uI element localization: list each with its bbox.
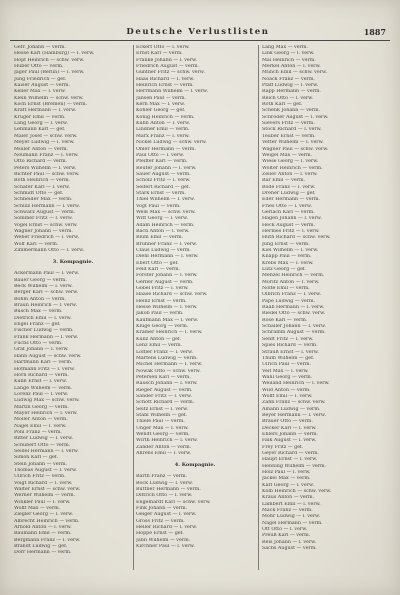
text-column-3 — [262, 45, 380, 575]
list-entry: Jakob Paul — verm. — [136, 311, 184, 317]
list-entry: Gerber August — verm. — [136, 279, 194, 285]
section-heading: 4. Kompagnie. — [174, 462, 216, 469]
list-entry: Schubert Otto — verm. — [14, 442, 71, 448]
list-entry: Pfaff Ludwig — l. verw. — [262, 83, 319, 89]
list-entry: Teuber Ernst — verm. — [262, 133, 316, 139]
list-entry: Strauß Ernst — l. verw. — [262, 349, 319, 355]
list-entry: Ullrich Fritz — verm. — [14, 474, 66, 480]
list-entry: Decker Karl — l. verw. — [262, 425, 317, 431]
list-entry: Schneider Max — verm. — [14, 197, 73, 203]
list-entry: König Heinrich — verm. — [136, 114, 195, 120]
list-entry: Fries Otto — l. verw. — [262, 203, 312, 209]
list-entry: Heck August — verm. — [262, 222, 316, 228]
list-entry: Martin Georg — verm. — [14, 404, 69, 410]
list-entry: Münch Emil — schw. verw. — [262, 70, 328, 76]
list-entry: Richter Paul — schw. verw. — [14, 171, 80, 177]
list-entry: Kühn Ernst — l. verw. — [14, 379, 67, 385]
list-entry: Zimmermann Otto — l. verw. — [14, 248, 85, 253]
list-entry: Haas Richard — l. verw. — [136, 76, 195, 82]
list-entry: Lambert Emil — l. verw. — [262, 501, 321, 507]
list-entry: Gefr. Johann — verm. — [14, 45, 66, 50]
list-entry: Sommer Fritz — l. verw. — [14, 216, 73, 222]
list-entry: Knapp Paul — verm. — [262, 254, 312, 260]
list-entry: Haase Richard — schw. verw. — [136, 292, 208, 298]
list-entry: Ahrens Emil — l. verw. — [136, 451, 192, 456]
list-entry: Lindner Emil — verm. — [136, 127, 190, 133]
list-entry: Kramer Heinrich — l. verw. — [136, 330, 203, 336]
list-entry: Seitz Ernst — l. verw. — [136, 406, 189, 412]
list-entry: Roth Karl — gef. — [262, 102, 303, 108]
list-entry: Böhm Anton — verm. — [14, 296, 66, 302]
list-entry: Reuter Johann — l. verw. — [136, 165, 197, 171]
list-entry: Adam Heinrich — verm. — [136, 222, 195, 228]
list-entry: Nagel Emil — l. verw. — [14, 423, 67, 429]
list-entry: Jäckel Max — verm. — [262, 476, 311, 482]
list-entry: Geyer Richard — verm. — [262, 451, 319, 456]
list-entry: Kuhn Anton — l. verw. — [136, 121, 191, 127]
list-entry: Schramm August — verm. — [262, 330, 326, 336]
list-entry: Falk August — l. verw. — [262, 438, 317, 444]
list-entry: Dittrich Otto — l. verw. — [136, 493, 193, 499]
list-entry: Friedrich August — verm. — [136, 64, 200, 70]
list-entry: Olbrich Franz — l. verw. — [262, 292, 322, 298]
list-entry: Weber Friedrich — l. verw. — [14, 235, 80, 241]
text-column-1 — [14, 45, 132, 575]
list-entry: Preuß Karl — verm. — [262, 533, 311, 539]
list-entry: Engel Franz — gef. — [14, 322, 61, 328]
list-entry: Rieger August — verm. — [136, 387, 193, 393]
page-header — [10, 27, 386, 41]
list-entry: Wiese Georg — l. verw. — [262, 159, 319, 165]
column-divider — [133, 45, 134, 570]
list-entry: Lutz Georg — gef. — [262, 267, 307, 273]
list-entry: Günther Fritz — schw. verw. — [136, 70, 205, 76]
list-entry: Noack Franz — verm. — [262, 76, 315, 82]
list-entry: Zahn Franz — schw. verw. — [262, 400, 326, 406]
list-entry: Eckert Otto — l. verw. — [136, 45, 190, 50]
list-entry: Menzel Heinrich — verm. — [262, 273, 325, 279]
list-entry: Weiß Max — schw. verw. — [136, 209, 196, 215]
list-entry: Gross Fritz — verm. — [136, 518, 185, 524]
list-entry: Maier Josef — schw. verw. — [14, 133, 78, 139]
list-entry: Wirth Heinrich — l. verw. — [136, 438, 198, 444]
list-entry: Wolff Emil — l. verw. — [262, 393, 313, 399]
list-entry: Ebert Otto — gef. — [136, 260, 179, 266]
list-entry: Henning Wilhelm — verm. — [262, 463, 327, 469]
list-entry: Kaiser August — verm. — [14, 83, 70, 89]
list-entry: Peters Wilhelm — l. verw. — [14, 165, 77, 171]
list-entry: Huber Otto — verm. — [14, 64, 64, 70]
list-entry: Senft Fritz — l. verw. — [262, 336, 314, 342]
list-entry: Zeller Anton — l. verw. — [262, 171, 318, 177]
list-entry: Frey Fritz — gef. — [262, 444, 304, 450]
list-entry: Pfeiffer Karl — verm. — [136, 159, 188, 165]
list-entry: Frank Hermann — l. verw. — [14, 334, 79, 340]
list-entry: Simon Karl — gef. — [14, 455, 59, 461]
list-entry: Schröder August — l. verw. — [262, 114, 329, 120]
list-entry: Rose Karl — verm. — [262, 317, 308, 323]
list-entry: Krüger Emil — verm. — [14, 114, 66, 120]
list-entry: Koch Ernst (Bremen) — verm. — [14, 102, 88, 108]
list-entry: Horn Richard — verm. — [14, 372, 69, 378]
list-entry: Pape Ludwig — verm. — [262, 298, 316, 304]
list-entry: Haupt Ernst — l. verw. — [262, 457, 318, 463]
list-entry: Winkler Paul — l. verw. — [14, 499, 71, 505]
list-entry: Spies Richard — verm. — [262, 343, 318, 349]
list-entry: Bode Franz — l. verw. — [262, 184, 316, 190]
list-entry: Geiger August — l. verw. — [136, 512, 197, 518]
list-entry: Sievers Fritz — verm. — [262, 121, 315, 127]
list-entry: Vetter Wilhelm — l. verw. — [262, 140, 324, 146]
list-entry: Eder Hermann — verm. — [262, 197, 320, 203]
list-entry: Herrmann Wilhelm — l. verw. — [136, 89, 208, 95]
list-entry: Jäger Paul (Berlin) — l. verw. — [14, 70, 85, 76]
list-entry: Hagen Johann — l. verw. — [262, 216, 322, 222]
list-entry: Holz Paul — l. verw. — [262, 470, 311, 476]
list-entry: Ulrich Paul — verm. — [262, 362, 311, 368]
list-entry: Mayer Heinrich — l. verw. — [14, 410, 78, 416]
list-entry: Ludwig Max — schw. verw. — [14, 398, 80, 404]
list-entry: Sander Fritz — l. verw. — [136, 393, 192, 399]
list-entry: Heinrich Ernst — verm. — [136, 83, 194, 89]
list-entry: Hahn August — schw. verw. — [14, 353, 82, 359]
list-entry: Hermes Fritz — l. verw. — [262, 228, 320, 234]
list-entry: Merkel Anton — l. verw. — [262, 64, 321, 70]
list-entry: Förster Johann — l. verw. — [136, 273, 198, 279]
list-entry: Weigel Max — verm. — [262, 152, 313, 158]
list-entry: Lenz Emil — verm. — [136, 343, 183, 349]
list-entry: Brunner Franz — l. verw. — [136, 241, 198, 247]
list-entry: Schulz Hermann — l. verw. — [14, 203, 80, 209]
list-entry: Ackermann Paul — l. verw. — [14, 271, 80, 277]
list-entry: Wagner Johann — verm. — [14, 228, 73, 234]
list-entry: Göbel Fritz — l. verw. — [136, 286, 189, 292]
list-entry: Kolb Heinrich — schw. verw. — [262, 489, 332, 495]
list-entry: Raab Hermann — l. verw. — [262, 305, 325, 311]
list-entry: Keller Max — l. verw. — [14, 89, 66, 95]
list-entry: Nagel Hermann — verm. — [262, 520, 323, 526]
list-entry: Reis Johann — l. verw. — [262, 539, 317, 545]
list-entry: Büttner Hermann — verm. — [136, 487, 201, 493]
list-entry: Lang Max — verm. — [262, 45, 308, 50]
list-entry: Bergmann Franz — l. verw. — [14, 537, 81, 543]
list-entry: Diehl Hermann — l. verw. — [136, 254, 199, 260]
list-entry: Mack Franz — verm. — [262, 508, 313, 514]
list-entry: Seidel Hermann — l. verw. — [14, 448, 79, 454]
list-entry: Franke Johann — l. verw. — [136, 57, 198, 63]
list-entry: Moritz Anton — l. verw. — [262, 279, 320, 285]
list-entry: Reich Otto — l. verw. — [262, 95, 314, 101]
list-entry: Thomas August — l. verw. — [14, 468, 78, 473]
list-entry: Schaller Johann — l. verw. — [262, 324, 326, 330]
list-entry: Voigt Richard — l. verw. — [14, 480, 73, 486]
list-entry: Thiele Paul — verm. — [136, 419, 185, 425]
list-entry: Wagner Paul — schw. verw. — [262, 146, 329, 152]
list-entry: Marx Franz — l. verw. — [136, 133, 190, 139]
list-entry: Claus Ludwig — verm. — [136, 248, 191, 253]
list-entry: Bräuer Otto — verm. — [262, 419, 313, 425]
list-entry: Jung Ernst — verm. — [262, 241, 310, 247]
list-entry: Jansen Paul — verm. — [136, 95, 187, 101]
list-entry: Michel Hermann — l. verw. — [136, 362, 203, 368]
list-entry: Bach Anton — l. verw. — [136, 228, 190, 234]
list-entry: Nickel Ludwig — schw. verw. — [136, 140, 207, 146]
list-entry: Meyer Ludwig — l. verw. — [14, 140, 75, 146]
list-entry: Karl Georg — l. verw. — [262, 482, 315, 488]
list-entry: Hoppe Ernst — gef. — [136, 531, 184, 537]
list-entry: Kiel Wilhelm — l. verw. — [262, 248, 319, 253]
list-entry: Wolf Karl — verm. — [14, 241, 59, 247]
list-entry: Jung Friedrich — gef. — [14, 76, 67, 82]
running-title: Deutsche Verlustlisten — [126, 27, 270, 37]
list-entry: Weiland Heinrich — l. verw. — [262, 381, 330, 387]
list-entry: Fuchs Otto — verm. — [14, 341, 63, 347]
list-entry: Albrecht Heinrich — verm. — [14, 518, 80, 524]
list-entry: Kraus Anton — verm. — [262, 495, 315, 501]
list-entry: Sauer August — verm. — [136, 171, 191, 177]
text-column-2 — [136, 45, 254, 575]
list-entry: Dörr Hermann — verm. — [14, 550, 72, 556]
list-entry: Lang Georg — l. verw. — [14, 121, 68, 127]
list-entry: Schmidt Otto — gef. — [14, 190, 64, 196]
list-entry: Möller Anton — verm. — [14, 417, 68, 423]
list-entry: Hesse Karl (Hamburg) — l. verw. — [14, 51, 95, 57]
list-entry: Ritter Ludwig — l. verw. — [14, 436, 74, 442]
list-entry: Ehlers Johann — verm. — [262, 431, 318, 437]
list-entry: Dietrich Emil — l. verw. — [14, 315, 72, 321]
list-entry: Wild Anton — verm. — [262, 387, 311, 393]
list-entry: Zander Anton — verm. — [136, 444, 192, 450]
list-entry: Fink Johann — verm. — [136, 506, 188, 512]
list-entry: Hartmann Karl — verm. — [14, 360, 73, 366]
list-entry: Öhler Hermann — verm. — [136, 146, 196, 152]
list-entry: Baumann Emil — verm. — [14, 531, 72, 537]
list-entry: Wolff Max — verm. — [14, 506, 61, 512]
list-entry: Fischer Ludwig — verm. — [14, 328, 74, 334]
list-entry: Löffler Franz — l. verw. — [136, 349, 194, 355]
list-entry: Seifert Richard — gef. — [136, 184, 191, 190]
list-entry: Sachs August — verm. — [262, 546, 317, 552]
list-entry: Dreher Ludwig — gef. — [262, 190, 316, 196]
list-entry: Ernst Karl — verm. — [136, 51, 183, 57]
list-entry: Schäfer Karl — l. verw. — [14, 184, 70, 190]
list-entry: Kluge Georg — verm. — [136, 324, 189, 330]
list-entry: Vogel Ernst — schw. verw. — [14, 222, 78, 228]
list-entry: Krebs Max — l. verw. — [262, 260, 314, 266]
list-entry: Bär Emil — verm. — [262, 178, 306, 184]
list-entry: Heinz Ernst — verm. — [136, 298, 187, 304]
list-entry: Klein Wilhelm — schw. verw. — [14, 95, 84, 101]
list-entry: Gerlach Karl — verm. — [262, 209, 315, 215]
list-entry: Mai Heinrich — verm. — [262, 57, 316, 63]
list-entry: Wendt Georg — verm. — [136, 431, 190, 437]
list-entry: Engelhardt Karl — schw. verw. — [136, 499, 211, 505]
list-entry: Schott Richard — verm. — [136, 400, 195, 406]
list-entry: Barth Franz — verm. — [136, 474, 188, 480]
list-entry: Lorenz Paul — l. verw. — [14, 391, 69, 397]
list-entry: Unger Max — l. verw. — [136, 425, 189, 431]
list-entry: Lehmann Karl — gef. — [14, 127, 66, 133]
list-entry: Neumann Franz — l. verw. — [14, 152, 79, 158]
list-entry: Bock Ludwig — l. verw. — [136, 480, 193, 486]
list-entry: Werner Wilhelm — verm. — [14, 493, 76, 499]
list-entry: Otto Richard — verm. — [14, 159, 68, 165]
column-divider — [258, 45, 259, 570]
list-entry: Busch Max — verm. — [14, 309, 63, 315]
list-entry: Hopf Heinrich — schw. verw. — [14, 57, 85, 63]
list-entry: Riedel Otto — schw. verw. — [262, 311, 326, 317]
list-entry: Roth Heinrich — verm. — [14, 178, 71, 184]
list-entry: Link Georg — l. verw. — [262, 51, 315, 57]
list-entry: Müller Anton — verm. — [14, 146, 68, 152]
list-entry: Veit Max — l. verw. — [262, 368, 309, 374]
page-number: 1887 — [363, 27, 386, 37]
header-rule — [10, 40, 390, 41]
list-entry: Walter Ernst — schw. verw. — [14, 487, 81, 493]
list-entry: Scholz Fritz — l. verw. — [136, 178, 191, 184]
list-entry: Wahl Georg — verm. — [262, 374, 313, 380]
list-entry: Hofmann Fritz — l. verw. — [14, 366, 75, 372]
list-entry: Nowak Otto — schw. verw. — [136, 368, 201, 374]
list-entry: Kraft Hermann — l. verw. — [14, 108, 77, 114]
list-entry: Beck Wilhelm — l. verw. — [14, 284, 73, 290]
list-entry: Schwarz August — verm. — [14, 209, 76, 215]
list-entry: Stock Richard — l. verw. — [262, 127, 322, 133]
list-entry: Vogt Paul — verm. — [136, 203, 181, 209]
list-entry: Rausch Johann — l. verw. — [136, 381, 198, 387]
list-entry: Thum Wilhelm — gef. — [262, 355, 315, 361]
list-entry: Köhler Georg — gef. — [136, 108, 186, 114]
list-entry: Martens Ludwig — verm. — [136, 355, 198, 361]
list-entry: Petersen Karl — verm. — [136, 374, 191, 380]
list-entry: Schenk Johann — verm. — [262, 108, 321, 114]
section-heading: 3. Kompagnie. — [52, 259, 94, 266]
list-entry: Berger Karl — schw. verw. — [14, 290, 79, 296]
list-entry: Wolter Heinrich — verm. — [262, 165, 323, 171]
list-entry: Thiel Wilhelm — l. verw. — [136, 197, 195, 203]
list-entry: Kunz Anton — gef. — [136, 336, 182, 342]
list-entry: Kern Max — l. verw. — [136, 102, 186, 108]
list-entry: Bauer Georg — verm. — [14, 277, 67, 283]
list-entry: Huth Richard — schw. verw. — [262, 235, 331, 241]
list-entry: Jahn Wilhelm — verm. — [136, 537, 191, 543]
list-entry: Blum Emil — verm. — [136, 235, 184, 241]
list-entry: Brandt Ludwig — gef. — [14, 544, 68, 550]
list-entry: Braun Heinrich — l. verw. — [14, 303, 77, 309]
list-entry: Feld Karl — verm. — [136, 267, 181, 273]
list-entry: Graf Johann — l. verw. — [14, 347, 69, 353]
list-entry: Nolte Emil — verm. — [262, 286, 310, 292]
list-entry: Arnold Anton — l. verw. — [14, 525, 72, 531]
list-entry: Mohr Ludwig — l. verw. — [262, 514, 321, 520]
list-entry: Stahl Wilhelm — gef. — [136, 412, 188, 418]
list-entry: Ott Otto — l. verw. — [262, 527, 308, 533]
list-entry: Ziegler Georg — l. verw. — [14, 512, 74, 518]
list-entry: Kaufmann Max — l. verw. — [136, 317, 199, 323]
list-entry: Kirchner Paul — l. verw. — [136, 544, 195, 550]
list-entry: Hesse Wilhelm — l. verw. — [136, 305, 198, 311]
list-entry: Stein Johann — verm. — [14, 461, 67, 467]
list-entry: Paul Otto — l. verw. — [136, 152, 185, 158]
list-entry: Rapp Hermann — verm. — [262, 89, 321, 95]
list-entry: Stark Ernst — verm. — [136, 190, 186, 196]
list-entry: Witt Georg — l. verw. — [136, 216, 189, 222]
list-entry: Amann Ludwig — verm. — [262, 406, 321, 412]
list-entry: Heller Richard — l. verw. — [136, 525, 198, 531]
list-entry: Beyer Hermann — l. verw. — [262, 412, 326, 418]
list-entry: Pohl Franz — verm. — [14, 429, 62, 435]
list-entry: Lange Wilhelm — verm. — [14, 385, 73, 391]
